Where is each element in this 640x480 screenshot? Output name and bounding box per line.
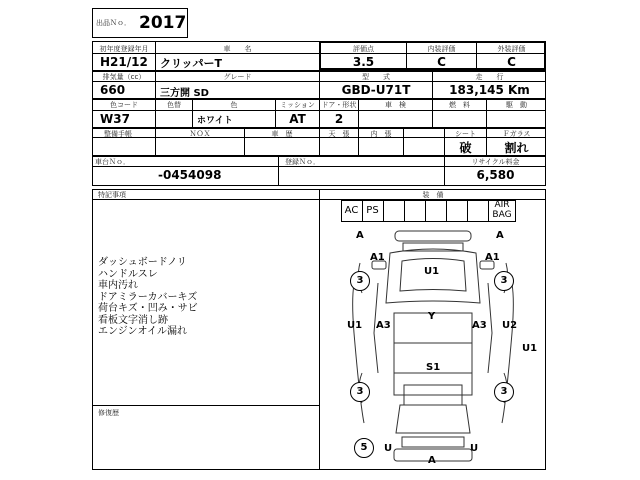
remark-item: ハンドルスレ: [98, 268, 158, 280]
damage-rear-u-right: U: [470, 443, 479, 454]
reg-year-value: H21/12: [100, 55, 148, 69]
damage-a1-left: A1: [370, 252, 385, 263]
damage-rear: A: [428, 455, 436, 466]
damage-front-right: A: [496, 230, 504, 241]
glass-value: 割れ: [504, 141, 529, 155]
remark-item: 車内汚れ: [98, 280, 138, 291]
damage-rear-u-left: U: [384, 443, 393, 454]
color-value: ホワイト: [197, 116, 233, 126]
registration-label: 登録Ｎｏ．: [285, 158, 320, 166]
damage-side-left-u: U1: [347, 320, 363, 331]
lot-number-label: 出品Ｎｏ．: [96, 19, 131, 27]
reg-year-label: 初年度登録年月: [99, 45, 149, 53]
tire-front-left: 3: [350, 271, 370, 291]
fuel-label: 燃 料: [449, 101, 470, 109]
damage-front-left: A: [356, 230, 364, 241]
score-value: 3.5: [352, 55, 375, 69]
recycle-value: 6,580: [476, 168, 515, 182]
displacement-label: 排気量（cc）: [102, 73, 146, 81]
sunroof-label: 天 張: [328, 130, 350, 138]
model-code-value: GBD-U71T: [341, 83, 411, 97]
chassis-label: 車台Ｎｏ．: [95, 158, 130, 166]
damage-side-right-a: A3: [472, 320, 487, 331]
color-label: 色: [230, 101, 238, 109]
remark-item: ダッシュボードノリ: [98, 257, 187, 268]
tire-rear-left: 3: [350, 382, 370, 402]
equipment-label: 装 備: [422, 191, 444, 199]
repair-history-label: 修復歴: [98, 409, 119, 417]
inspection-label: 車 検: [385, 101, 406, 109]
interior-value: C: [437, 55, 446, 69]
history-label: 車 歴: [271, 130, 293, 138]
mileage-label: 走 行: [475, 73, 504, 81]
seat-value: 破: [459, 141, 472, 155]
manual-label: 整備手帳: [104, 130, 132, 138]
damage-side-right-u: U2: [502, 320, 518, 331]
equipment-airbag: AIR BAG: [492, 200, 512, 220]
transmission-value: AT: [289, 112, 306, 126]
vehicle-diagram: [320, 223, 546, 470]
remark-item: 看板文字消し跡: [98, 314, 168, 326]
exterior-label: 外装評価: [497, 45, 526, 53]
interior-label: 内装評価: [427, 45, 456, 53]
doors-label: ドア・形状: [321, 101, 357, 109]
tire-rear-right: 3: [494, 382, 514, 402]
nox-label: ＮＯＸ: [189, 130, 211, 138]
remark-item: 荷台キズ・凹み・サビ: [98, 303, 198, 314]
color-code-label: 色コード: [110, 101, 138, 109]
drive-label: 駆 動: [506, 101, 527, 109]
tire-front-right: 3: [494, 271, 514, 291]
damage-roof: U1: [424, 266, 440, 277]
grade-label: グレード: [223, 73, 252, 81]
transmission-label: ミッション: [280, 101, 315, 109]
damage-center: Y: [428, 311, 436, 322]
model-name-value: クリッパーT: [160, 57, 223, 70]
remark-item: エンジンオイル漏れ: [98, 326, 187, 337]
mileage-value: 183,145 Km: [449, 83, 530, 97]
score-label: 評価点: [353, 45, 374, 53]
tire-spare: 5: [354, 438, 374, 458]
lot-number-box: [92, 8, 188, 38]
recycle-label: リサイクル料金: [471, 158, 520, 166]
color-code-value: W37: [100, 112, 130, 126]
glass-label: Ｆガラス: [502, 130, 531, 138]
interior-ceiling-label: 内 張: [370, 130, 392, 138]
remark-item: ドアミラーカバーキズ: [98, 291, 198, 303]
damage-a1-right: A1: [485, 252, 500, 263]
displacement-value: 660: [100, 83, 126, 97]
doors-value: 2: [334, 112, 344, 126]
remarks-label: 特記事項: [98, 191, 126, 199]
equipment-ps: PS: [366, 205, 379, 216]
grade-value: 三方開 SD: [160, 88, 209, 99]
model-name-label: 車 名: [223, 45, 252, 53]
lot-number-value: 2017: [139, 13, 187, 33]
chassis-value: -0454098: [158, 168, 222, 182]
color-change-label: 色替: [167, 101, 181, 109]
seat-label: シート: [455, 130, 476, 138]
damage-outer-right: U1: [522, 343, 538, 354]
model-code-label: 型 式: [362, 73, 390, 81]
exterior-value: C: [507, 55, 516, 69]
damage-bed: S1: [426, 362, 441, 373]
equipment-ac: AC: [344, 205, 359, 216]
remarks-list: [98, 257, 198, 338]
damage-side-left-a: A3: [376, 320, 391, 331]
